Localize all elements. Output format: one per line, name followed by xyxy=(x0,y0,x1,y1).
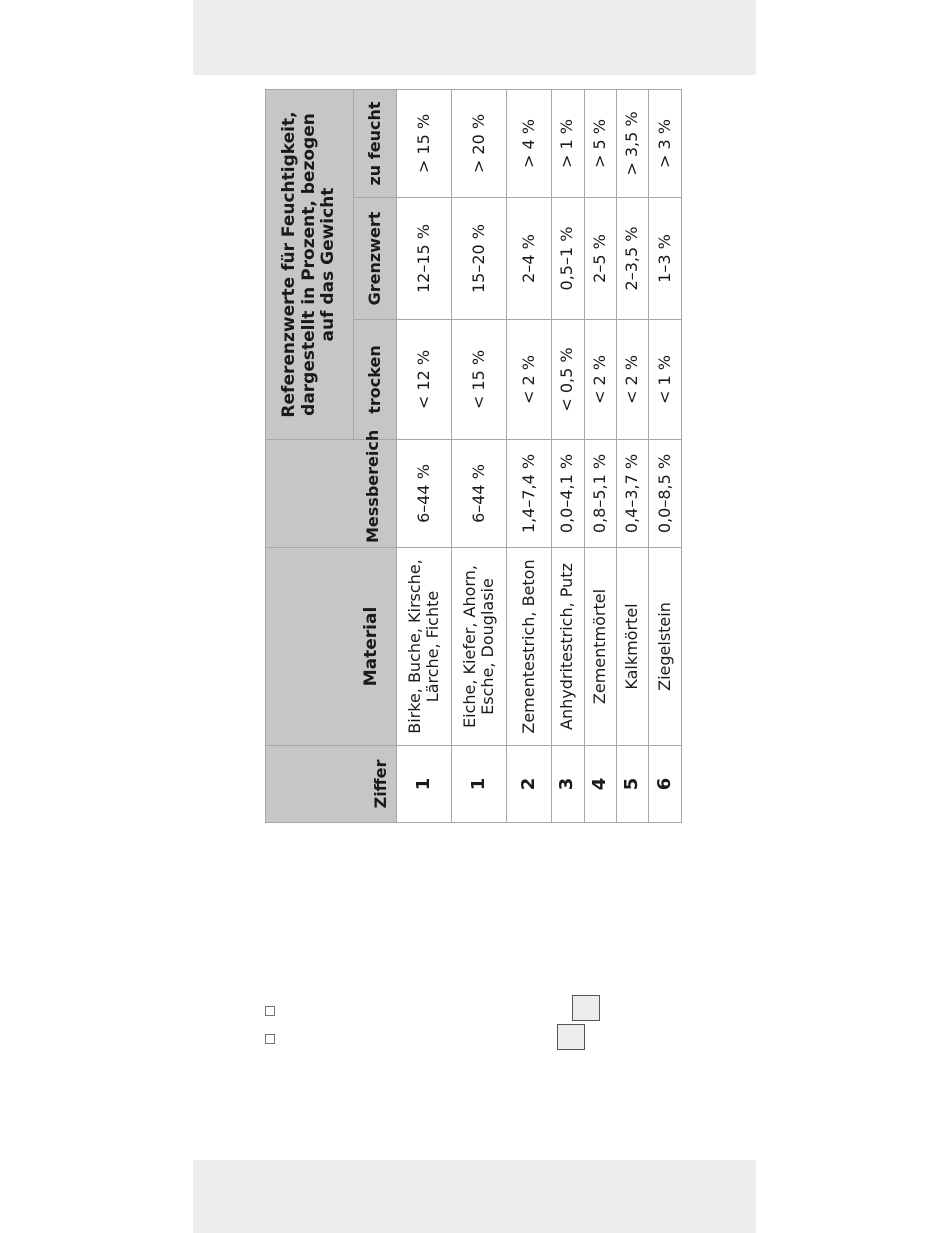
cell-zu-feucht: > 4 % xyxy=(507,90,551,198)
moisture-reference-table xyxy=(265,89,682,823)
cell-trocken: < 2 % xyxy=(507,320,551,440)
cell-material: Kalkmörtel xyxy=(616,548,648,746)
cell-grenzwert: 12–15 % xyxy=(397,198,452,320)
cell-trocken: < 2 % xyxy=(584,320,616,440)
cell-zu-feucht: > 15 % xyxy=(397,90,452,198)
cell-trocken: < 2 % xyxy=(616,320,648,440)
checkbox-1[interactable] xyxy=(265,1006,275,1016)
table-row xyxy=(648,90,681,823)
cell-ziffer: 1 xyxy=(452,746,507,823)
cell-messbereich: 0,4–3,7 % xyxy=(616,440,648,548)
cell-ziffer: 4 xyxy=(584,746,616,823)
cell-material: Anhydritestrich, Putz xyxy=(551,548,584,746)
cell-zu-feucht: > 20 % xyxy=(452,90,507,198)
table-row xyxy=(584,90,616,823)
cell-ziffer: 1 xyxy=(397,746,452,823)
cell-messbereich: 1,4–7,4 % xyxy=(507,440,551,548)
cell-zu-feucht: > 5 % xyxy=(584,90,616,198)
cell-grenzwert: 15–20 % xyxy=(452,198,507,320)
cell-messbereich: 6–44 % xyxy=(452,440,507,548)
table-row xyxy=(397,90,452,823)
header-grenzwert: Grenzwert xyxy=(354,198,397,320)
header-ziffer: Ziffer xyxy=(266,746,397,823)
cell-messbereich: 6–44 % xyxy=(397,440,452,548)
cell-material: Eiche, Kiefer, Ahorn, Esche, Douglasie xyxy=(452,548,507,746)
cell-ziffer: 2 xyxy=(507,746,551,823)
table-row xyxy=(551,90,584,823)
table-row xyxy=(616,90,648,823)
top-band xyxy=(193,0,756,75)
cell-grenzwert: 2–4 % xyxy=(507,198,551,320)
header-zu-feucht: zu feucht xyxy=(354,90,397,198)
bottom-band xyxy=(193,1160,756,1233)
table-row xyxy=(452,90,507,823)
header-reference: Referenzwerte für Feuchtigkeit, dargestellt in Prozent, bezogen auf das Gewicht xyxy=(266,90,354,440)
cell-zu-feucht: > 1 % xyxy=(551,90,584,198)
cell-grenzwert: 2–5 % xyxy=(584,198,616,320)
cell-grenzwert: 0,5–1 % xyxy=(551,198,584,320)
cell-messbereich: 0,8–5,1 % xyxy=(584,440,616,548)
cell-zu-feucht: > 3,5 % xyxy=(616,90,648,198)
key-box-1 xyxy=(572,995,600,1021)
cell-material: Ziegelstein xyxy=(648,548,681,746)
header-material: Material xyxy=(266,548,397,746)
checkbox-2[interactable] xyxy=(265,1034,275,1044)
table-row xyxy=(507,90,551,823)
cell-trocken: < 0,5 % xyxy=(551,320,584,440)
moisture-reference-table-rotated xyxy=(265,90,682,823)
cell-trocken: < 1 % xyxy=(648,320,681,440)
cell-ziffer: 3 xyxy=(551,746,584,823)
cell-grenzwert: 2–3,5 % xyxy=(616,198,648,320)
key-box-2 xyxy=(557,1024,585,1050)
cell-ziffer: 5 xyxy=(616,746,648,823)
cell-trocken: < 15 % xyxy=(452,320,507,440)
cell-material: Birke, Buche, Kirsche, Lärche, Fichte xyxy=(397,548,452,746)
cell-messbereich: 0,0–4,1 % xyxy=(551,440,584,548)
cell-material: Zementestrich, Beton xyxy=(507,548,551,746)
cell-trocken: < 12 % xyxy=(397,320,452,440)
header-trocken: trocken xyxy=(354,320,397,440)
cell-zu-feucht: > 3 % xyxy=(648,90,681,198)
cell-ziffer: 6 xyxy=(648,746,681,823)
cell-grenzwert: 1–3 % xyxy=(648,198,681,320)
cell-material: Zementmörtel xyxy=(584,548,616,746)
cell-messbereich: 0,0–8,5 % xyxy=(648,440,681,548)
header-messbereich: Messbereich xyxy=(266,440,397,548)
